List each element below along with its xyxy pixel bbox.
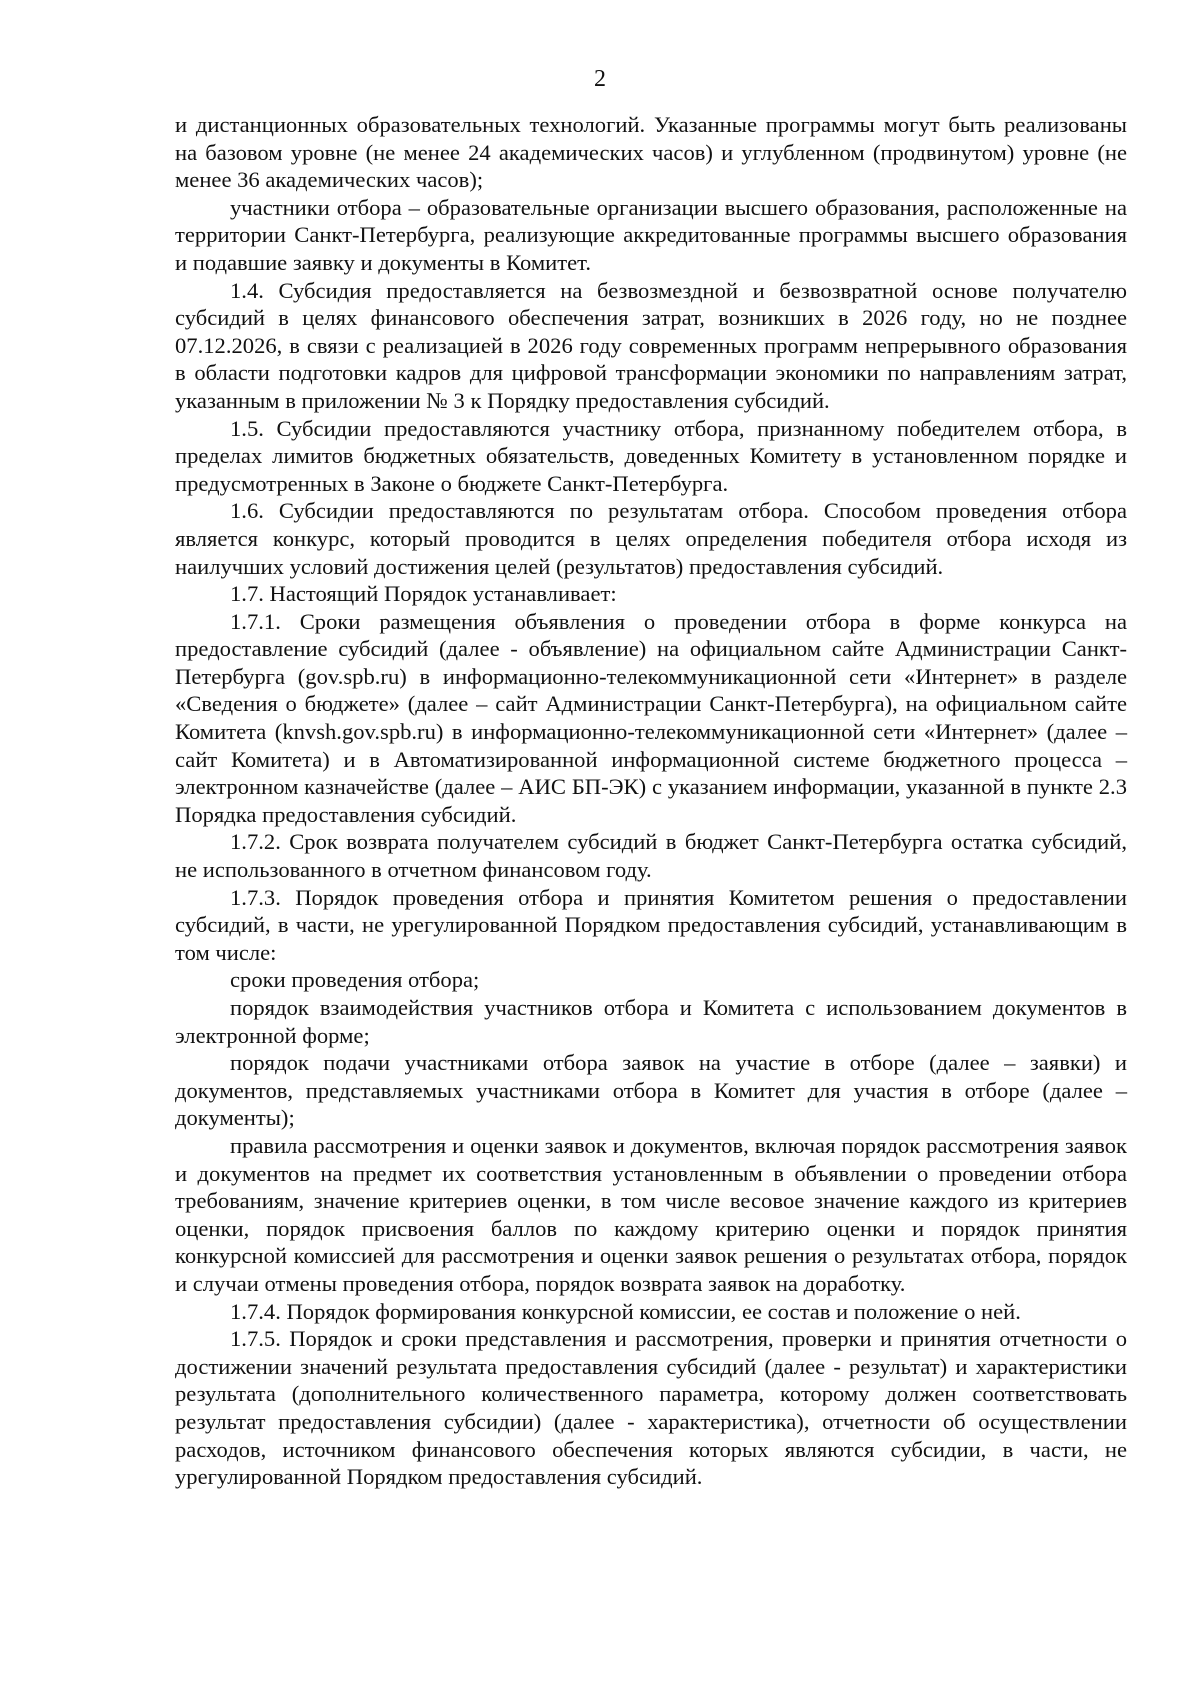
paragraph: 1.7.5. Порядок и сроки представления и рассмотрения, проверки и принятия отчетности о достижении значений результата предоставления субсидий (далее - результат) и характеристики результата (дополнительного количественного параметра, которому должен соответствовать результат предоставления субсидии) (далее - характеристика), отчетности об осуществлении расходов, источником финансового обеспечения которых являются субсидии, в части, не урегулированной Порядком предоставления субсидий. <box>175 1326 1127 1490</box>
paragraph: 1.7.2. Срок возврата получателем субсидий в бюджет Санкт-Петербурга остатка субсидий, не использованного в отчетном финансовом году. <box>175 829 1127 883</box>
page-number: 2 <box>594 66 606 92</box>
paragraph: 1.7. Настоящий Порядок устанавливает: <box>230 581 617 607</box>
paragraph: 1.4. Субсидия предоставляется на безвозмездной и безвозвратной основе получателю субсидий в целях финансового обеспечения затрат, возникших в 2026 году, но не позднее 07.12.2026, в связи с реализацией в 2026 году современных программ непрерывного образования в области подготовки кадров для цифровой трансформации экономики по направлениям затрат, указанным в приложении № 3 к Порядку предоставления субсидий. <box>175 277 1127 413</box>
paragraph: участники отбора – образовательные организации высшего образования, расположенные на территории Санкт-Петербурга, реализующие аккредитованные программы высшего образования и подавшие заявку и документы в Комитет. <box>175 194 1127 275</box>
paragraph: 1.7.1. Сроки размещения объявления о проведении отбора в форме конкурса на предоставление субсидий (далее - объявление) на официальном сайте Администрации Санкт-Петербурга (gov.spb.ru) в информационно-телекоммуникационной сети «Интернет» в разделе «Сведения о бюджете» (далее – сайт Администрации Санкт-Петербурга), на официальном сайте Комитета (knvsh.gov.spb.ru) в информационно-телекоммуникационной сети «Интернет» (далее – сайт Комитета) и в Автоматизированной информационной системе бюджетного процесса – электронном казначействе (далее – АИС БП-ЭК) с указанием информации, указанной в пункте 2.3 Порядка предоставления субсидий. <box>175 608 1127 827</box>
paragraph: 1.6. Субсидии предоставляются по результатам отбора. Способом проведения отбора является конкурс, который проводится в целях определения победителя отбора исходя из наилучших условий достижения целей (результатов) предоставления субсидий. <box>175 498 1127 579</box>
paragraph: 1.5. Субсидии предоставляются участнику отбора, признанному победителем отбора, в пределах лимитов бюджетных обязательств, доведенных Комитету в установленном порядке и предусмотренных в Законе о бюджете Санкт-Петербурга. <box>175 415 1127 496</box>
paragraph: сроки проведения отбора; <box>230 967 480 993</box>
paragraph: 1.7.3. Порядок проведения отбора и принятия Комитетом решения о предоставлении субсидий, в части, не урегулированной Порядком предоставления субсидий, устанавливающим в том числе: <box>175 884 1127 965</box>
paragraph: 1.7.4. Порядок формирования конкурсной комиссии, ее состав и положение о ней. <box>230 1298 1021 1324</box>
paragraph: и дистанционных образовательных технологий. Указанные программы могут быть реализованы на базовом уровне (не менее 24 академических часов) и углубленном (продвинутом) уровне (не менее 36 академических часов); <box>175 112 1127 193</box>
paragraph: порядок взаимодействия участников отбора и Комитета с использованием документов в электронной форме; <box>175 995 1127 1048</box>
paragraph: правила рассмотрения и оценки заявок и документов, включая порядок рассмотрения заявок и документов на предмет их соответствия установленным в объявлении о проведении отбора требованиям, значение критериев оценки, в том числе весовое значение каждого из критериев оценки, порядок присвоения баллов по каждому критерию оценки и порядок принятия конкурсной комиссией для рассмотрения и оценки заявок решения о результатах отбора, порядок и случаи отмены проведения отбора, порядок возврата заявок на доработку. <box>175 1132 1127 1296</box>
paragraph: порядок подачи участниками отбора заявок на участие в отборе (далее – заявки) и документов, представляемых участниками отбора в Комитет для участия в отборе (далее – документы); <box>175 1050 1127 1131</box>
document-body <box>175 111 1127 1491</box>
